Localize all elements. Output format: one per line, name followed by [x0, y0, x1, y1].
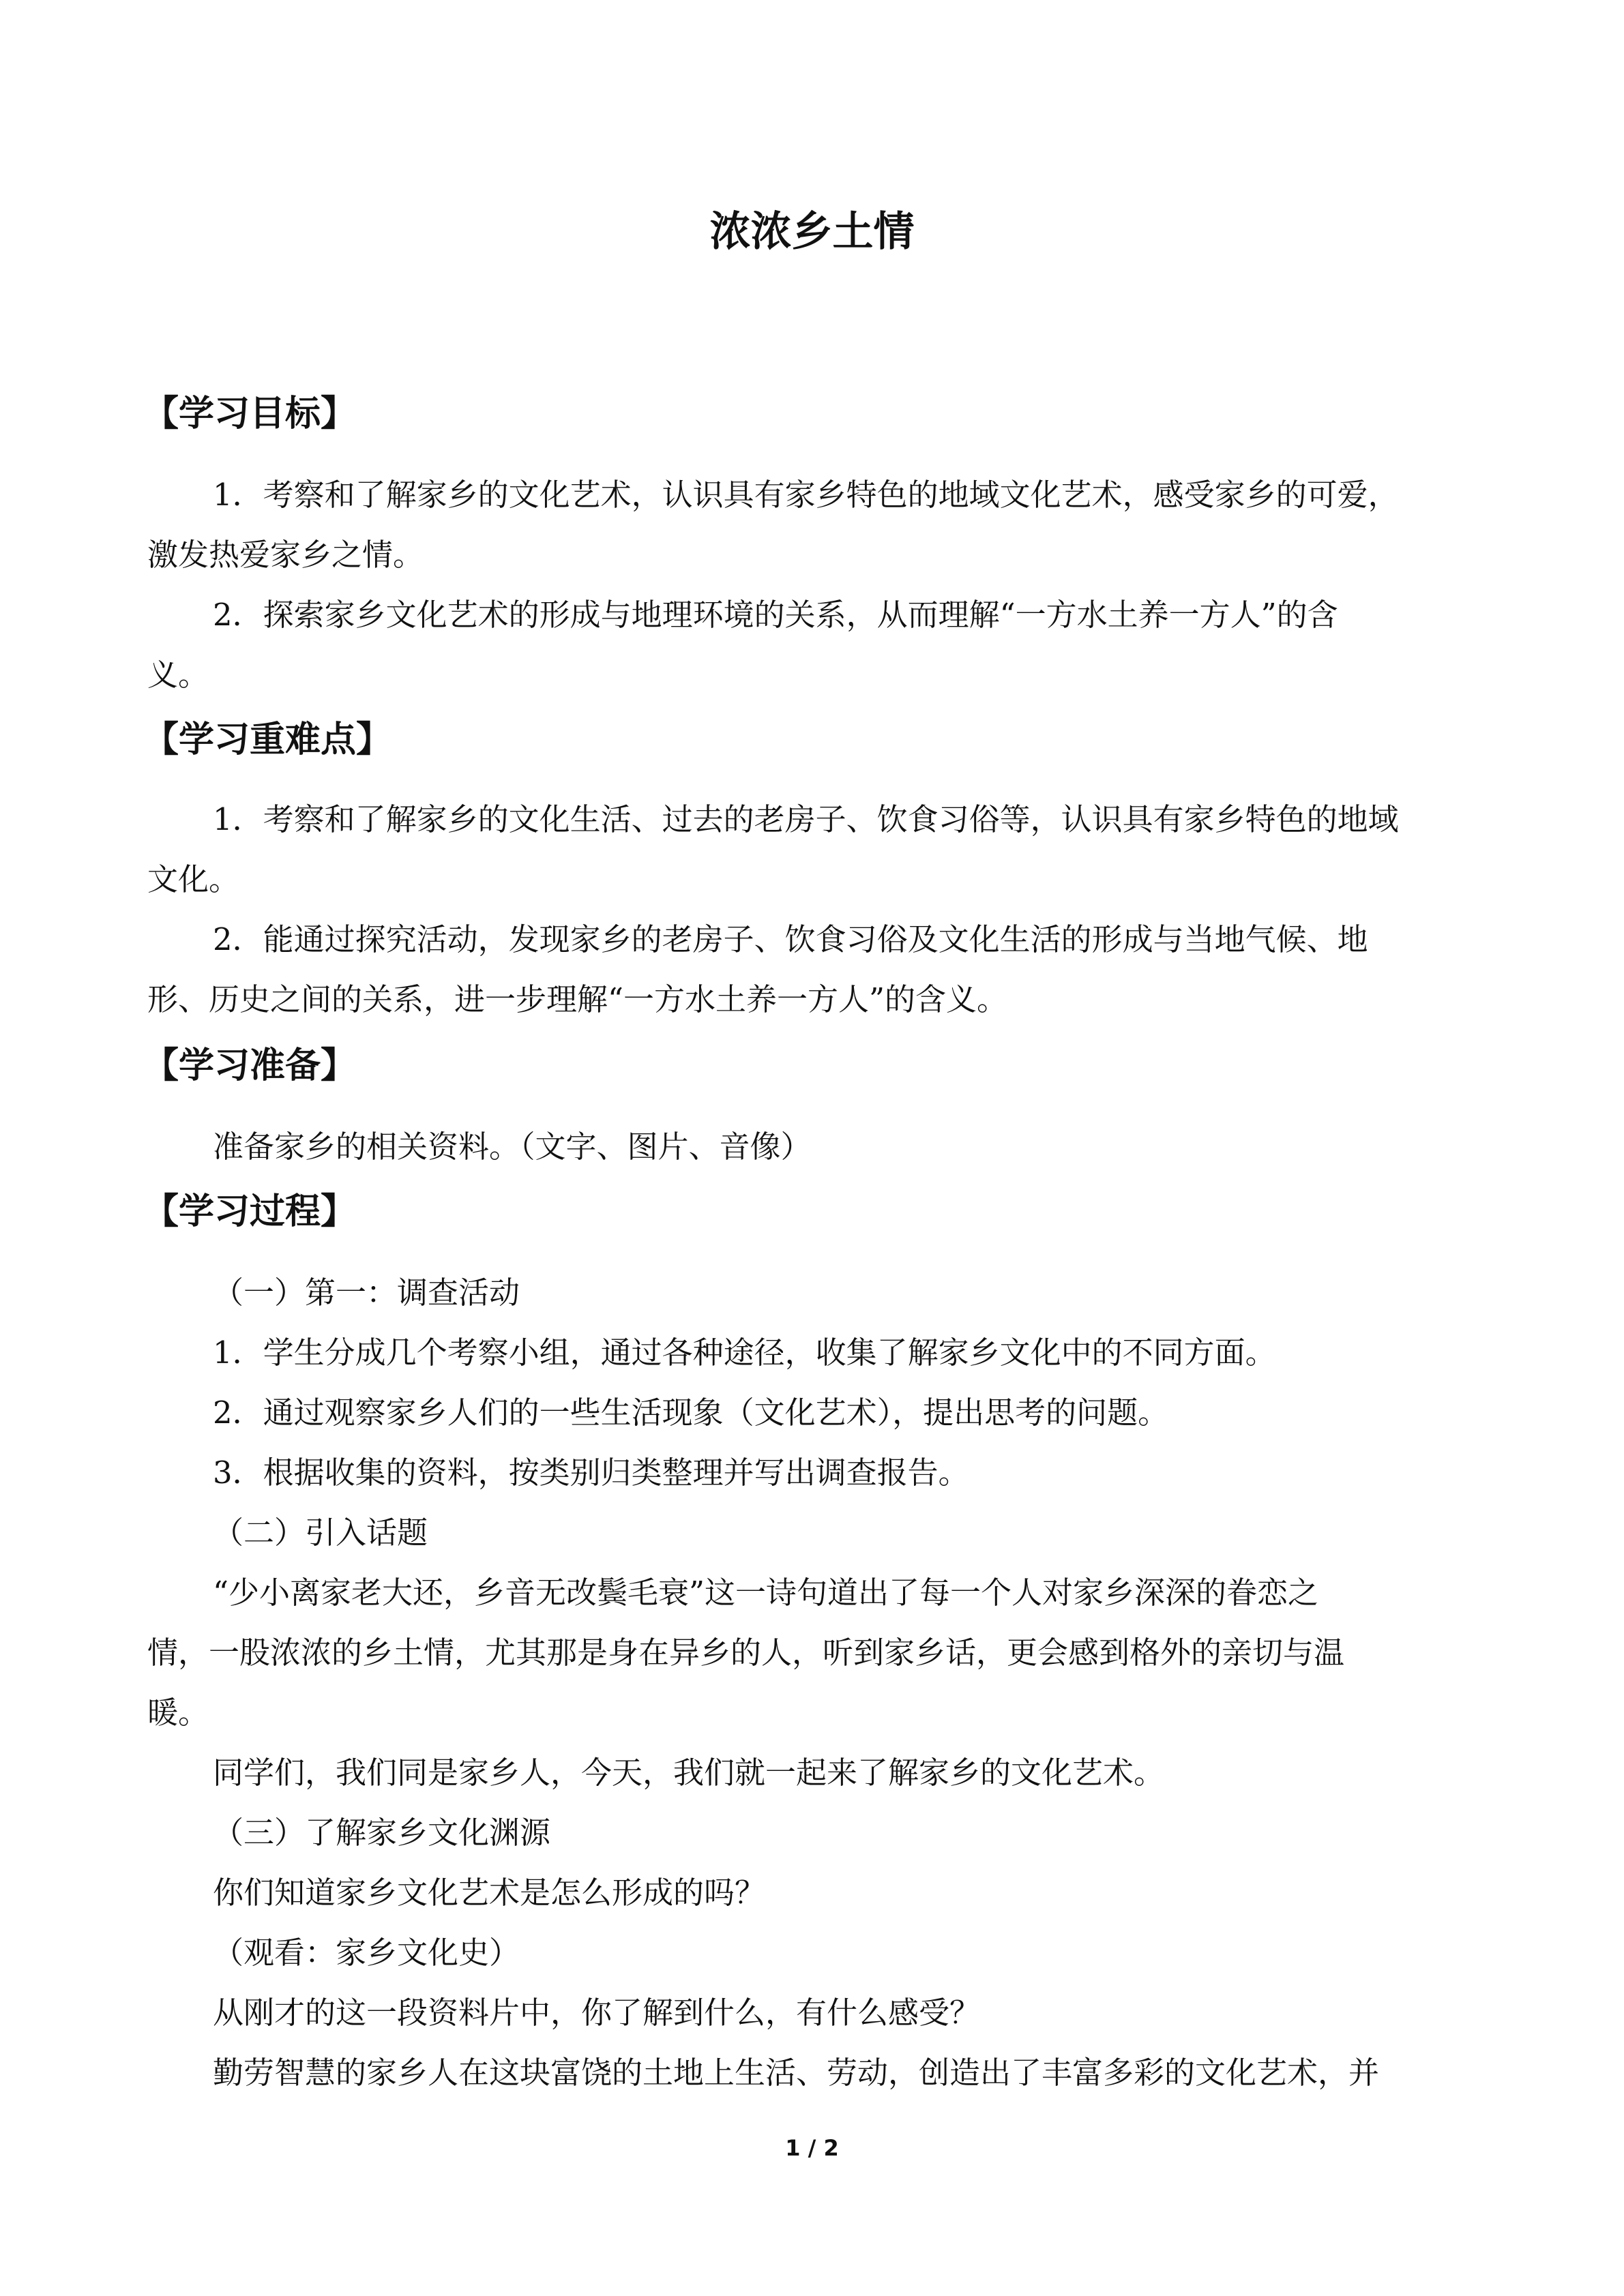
section-heading-keypoints: 【学习重难点】: [143, 719, 392, 760]
section-heading-preparation: 【学习准备】: [143, 1045, 357, 1086]
paragraph-line: 1．考察和了解家乡的文化生活、过去的老房子、饮食习俗等，认识具有家乡特色的地域: [213, 801, 1399, 837]
paragraph-line: 形、历史之间的关系，进一步理解“一方水土养一方人”的含义。: [147, 981, 1008, 1017]
paragraph-line: 情，一股浓浓的乡土情，尤其那是身在异乡的人，听到家乡话，更会感到格外的亲切与温: [147, 1635, 1345, 1671]
paragraph-line: 1．学生分成几个考察小组，通过各种途径，收集了解家乡文化中的不同方面。: [213, 1335, 1276, 1371]
paragraph-line: 准备家乡的相关资料。（文字、图片、音像）: [213, 1129, 812, 1165]
document-title: 浓浓乡土情: [709, 208, 915, 256]
paragraph-line: 2．能通过探究活动，发现家乡的老房子、饮食习俗及文化生活的形成与当地气候、地: [213, 921, 1368, 957]
paragraph-line: 3．根据收集的资料，按类别归类整理并写出调查报告。: [213, 1455, 969, 1491]
paragraph-line: （三）了解家乡文化渊源: [213, 1815, 551, 1851]
paragraph-line: （二）引入话题: [213, 1515, 428, 1551]
paragraph-line: 勤劳智慧的家乡人在这块富饶的土地上生活、劳动，创造出了丰富多彩的文化艺术，并: [213, 2055, 1380, 2091]
paragraph-line: 暖。: [147, 1695, 209, 1731]
paragraph-line: 1．考察和了解家乡的文化艺术，认识具有家乡特色的地域文化艺术，感受家乡的可爱，: [213, 477, 1399, 513]
section-heading-goals: 【学习目标】: [143, 393, 357, 434]
paragraph-line: （一）第一：调查活动: [213, 1274, 520, 1311]
paragraph-line: “少小离家老大还，乡音无改鬓毛衰”这一诗句道出了每一个人对家乡深深的眷恋之: [213, 1575, 1319, 1611]
paragraph-line: 2．通过观察家乡人们的一些生活现象（文化艺术），提出思考的问题。: [213, 1395, 1169, 1431]
paragraph-line: 2．探索家乡文化艺术的形成与地理环境的关系，从而理解“一方水土养一方人”的含: [213, 597, 1338, 633]
paragraph-line: 义。: [147, 657, 209, 693]
section-heading-process: 【学习过程】: [143, 1191, 357, 1232]
page-number: 1 / 2: [785, 2135, 839, 2161]
paragraph-line: 同学们，我们同是家乡人，今天，我们就一起来了解家乡的文化艺术。: [213, 1755, 1165, 1791]
paragraph-line: 文化。: [147, 861, 240, 897]
paragraph-line: 激发热爱家乡之情。: [147, 537, 424, 573]
paragraph-line: 你们知道家乡文化艺术是怎么形成的吗？: [213, 1875, 766, 1911]
paragraph-line: 从刚才的这一段资料片中，你了解到什么，有什么感受？: [213, 1995, 981, 2031]
paragraph-line: （观看：家乡文化史）: [213, 1935, 520, 1971]
